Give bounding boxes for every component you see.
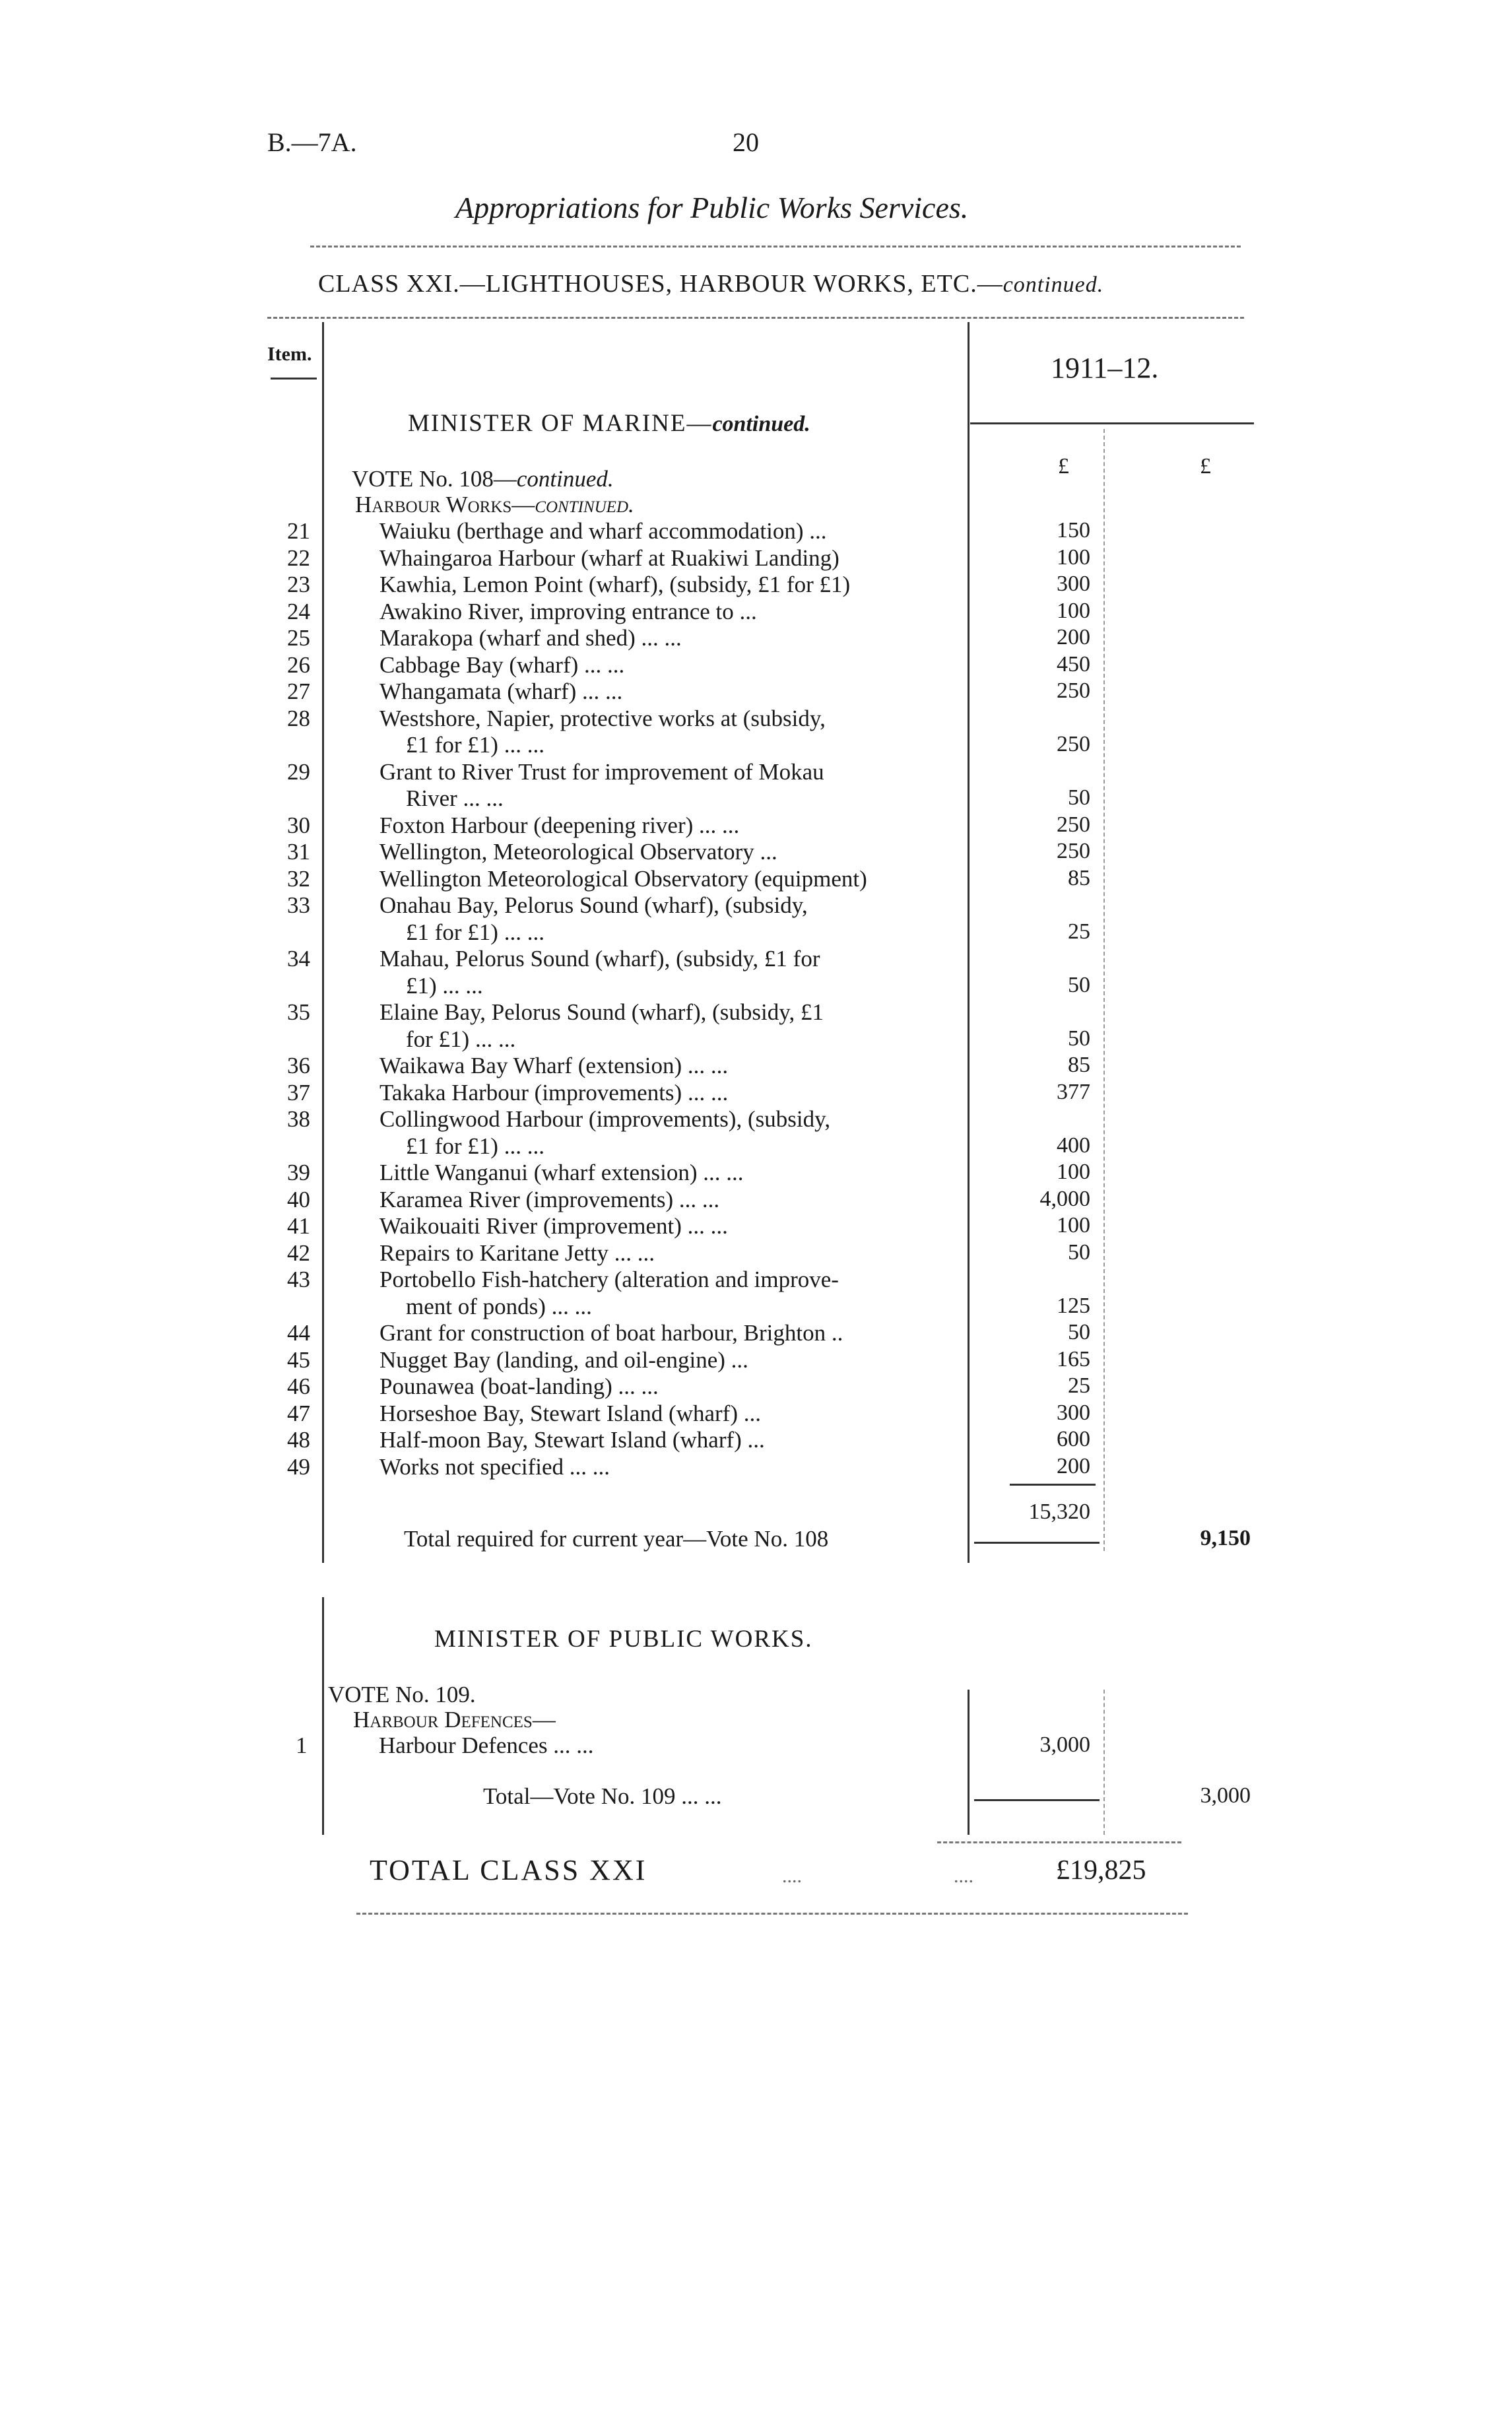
item-number: 35 — [287, 999, 310, 1025]
item-number: 46 — [287, 1373, 310, 1399]
item-amount: 50 — [1068, 972, 1090, 997]
item-description: Pounawea (boat-landing) ... ... — [379, 1373, 659, 1399]
item-description: Nugget Bay (landing, and oil-engine) ... — [379, 1346, 748, 1373]
item-description: Karamea River (improvements) ... ... — [379, 1186, 720, 1212]
item-description: Half-moon Bay, Stewart Island (wharf) ... — [379, 1427, 765, 1453]
item-description-continued: for £1) ... ... — [406, 1026, 516, 1052]
item-description-continued: ment of ponds) ... ... — [406, 1293, 592, 1319]
item-description: Wellington Meteorological Observatory (equipment) — [379, 865, 867, 892]
item-column-rule-lower — [322, 1597, 324, 1835]
item-column-header: Item. — [267, 343, 312, 365]
item-amount: 50 — [1068, 1320, 1090, 1344]
item-description: Works not specified ... ... — [379, 1453, 610, 1480]
page-number: 20 — [733, 127, 759, 157]
item-number: 48 — [287, 1427, 310, 1453]
item-description: Waiuku (berthage and wharf accommodation) ... — [379, 518, 827, 544]
item-amount: 100 — [1057, 1160, 1090, 1184]
item-number: 33 — [287, 892, 310, 918]
item-description: Wellington, Meteorological Observatory ... — [379, 839, 777, 865]
harbour-works-text: Harbour Works— — [355, 492, 535, 517]
item-amount: 150 — [1057, 518, 1090, 543]
item-number: 32 — [287, 865, 310, 892]
harbour-works-subheading — [355, 492, 634, 518]
item-description: Little Wanganui (wharf extension) ... ... — [379, 1160, 744, 1185]
item-amount: 400 — [1057, 1133, 1090, 1158]
item-number: 24 — [287, 598, 310, 624]
class-heading-continued: continued. — [1003, 273, 1104, 297]
document-reference: B.—7A. — [267, 127, 357, 157]
item-number: 39 — [287, 1160, 310, 1185]
vote-108-heading — [352, 466, 614, 492]
item-description: Collingwood Harbour (improvements), (subsidy, — [379, 1106, 831, 1132]
item-amount: 250 — [1057, 839, 1090, 863]
harbour-works-continued: continued. — [535, 492, 634, 517]
item-description: Takaka Harbour (improvements) ... ... — [379, 1079, 729, 1106]
item-number: 41 — [287, 1213, 310, 1239]
total-class-label: TOTAL CLASS XXI — [370, 1854, 647, 1886]
item-description: Whangamata (wharf) ... ... — [379, 678, 623, 704]
item-amount: 450 — [1057, 651, 1090, 676]
marine-heading-text: MINISTER OF MARINE— — [408, 410, 713, 437]
item-description-continued: £1 for £1) ... ... — [406, 919, 544, 945]
item-number: 31 — [287, 839, 310, 865]
item-description-continued: £1 for £1) ... ... — [406, 1133, 544, 1159]
vote-108-total-rule — [974, 1542, 1100, 1544]
item-number: 42 — [287, 1239, 310, 1266]
item-amount: 125 — [1057, 1293, 1090, 1318]
page-title: Appropriations for Public Works Services. — [455, 191, 969, 224]
minister-of-public-works-heading: MINISTER OF PUBLIC WORKS. — [434, 1626, 813, 1653]
amount-column-rule-lower — [968, 1690, 970, 1835]
vote-108-total-amount: 9,150 — [1200, 1526, 1251, 1550]
amount-column-rule — [968, 322, 970, 1563]
item-number: 49 — [287, 1453, 310, 1480]
vote-109-item-text: Harbour Defences ... ... — [379, 1732, 594, 1758]
total-class-rule-bottom — [356, 1913, 1188, 1915]
item-amount: 100 — [1057, 544, 1090, 570]
item-amount: 85 — [1068, 865, 1090, 890]
item-number: 37 — [287, 1079, 310, 1106]
column-2-pound-symbol: £ — [1200, 454, 1211, 478]
item-description-continued: £1) ... ... — [406, 972, 483, 999]
column-1-pound-symbol: £ — [1058, 454, 1069, 478]
class-heading-main: CLASS XXI.—LIGHTHOUSES, HARBOUR WORKS, ETC.— — [318, 270, 1003, 298]
vote-109-total-amount: 3,000 — [1200, 1783, 1251, 1808]
item-number: 45 — [287, 1346, 310, 1373]
item-amount: 165 — [1057, 1346, 1090, 1371]
title-divider — [310, 246, 1241, 248]
total-class-leader-1: .... — [782, 1865, 802, 1887]
item-description-continued: River ... ... — [406, 785, 504, 811]
item-description: Waikawa Bay Wharf (extension) ... ... — [379, 1053, 729, 1078]
vote-109-item-amount: 3,000 — [1039, 1732, 1090, 1757]
amount-subcolumn-rule — [1103, 429, 1105, 1551]
item-amount: 250 — [1057, 732, 1090, 756]
item-number: 43 — [287, 1267, 310, 1292]
vote-108-subtotal: 15,320 — [1028, 1500, 1090, 1524]
item-description: Awakino River, improving entrance to ... — [379, 598, 757, 624]
class-heading — [318, 269, 1103, 298]
item-description: Portobello Fish-hatchery (alteration and improve- — [379, 1267, 839, 1292]
item-amount: 200 — [1057, 625, 1090, 649]
item-description: Foxton Harbour (deepening river) ... ... — [379, 812, 740, 838]
item-amount: 300 — [1057, 1400, 1090, 1425]
item-amount: 200 — [1057, 1453, 1090, 1478]
item-header-rule — [271, 378, 317, 380]
item-column-rule — [322, 322, 324, 1563]
item-number: 30 — [287, 812, 310, 838]
year-header: 1911–12. — [1051, 352, 1159, 384]
item-description: Elaine Bay, Pelorus Sound (wharf), (subsidy, £1 — [379, 999, 824, 1025]
vote-108-continued: continued. — [516, 466, 614, 492]
class-divider — [267, 317, 1244, 319]
item-description: Repairs to Karitane Jetty ... ... — [379, 1239, 655, 1266]
total-class-amount: £19,825 — [1056, 1855, 1146, 1886]
item-number: 40 — [287, 1186, 310, 1212]
vote-109-total-rule — [974, 1799, 1100, 1801]
item-description: Marakopa (wharf and shed) ... ... — [379, 625, 682, 651]
item-amount: 100 — [1057, 1213, 1090, 1238]
item-description: Kawhia, Lemon Point (wharf), (subsidy, £1 for £1) — [379, 572, 851, 597]
item-amount: 100 — [1057, 598, 1090, 623]
item-description: Cabbage Bay (wharf) ... ... — [379, 651, 625, 678]
item-description: Waikouaiti River (improvement) ... ... — [379, 1213, 728, 1239]
item-number: 27 — [287, 678, 310, 704]
minister-of-marine-heading — [408, 409, 810, 438]
item-amount: 85 — [1068, 1053, 1090, 1077]
item-number: 26 — [287, 651, 310, 678]
item-number: 29 — [287, 758, 310, 785]
item-amount: 25 — [1068, 1373, 1090, 1398]
item-number: 21 — [287, 518, 310, 544]
vote-108-total-label: Total required for current year—Vote No. 108 — [404, 1526, 829, 1552]
item-amount: 25 — [1068, 919, 1090, 944]
item-number: 25 — [287, 625, 310, 651]
item-number: 44 — [287, 1320, 310, 1346]
item-description: Grant to River Trust for improvement of Mokau — [379, 758, 824, 785]
vote-109-item-number: 1 — [296, 1732, 308, 1758]
vote-109-total-label: Total—Vote No. 109 ... ... — [483, 1783, 722, 1809]
item-number: 28 — [287, 705, 310, 731]
item-description: Mahau, Pelorus Sound (wharf), (subsidy, £1 for — [379, 946, 820, 972]
subtotal-rule — [1010, 1484, 1096, 1486]
item-amount: 300 — [1057, 572, 1090, 596]
item-amount: 600 — [1057, 1427, 1090, 1451]
item-number: 36 — [287, 1053, 310, 1078]
item-amount: 250 — [1057, 678, 1090, 703]
item-number: 34 — [287, 946, 310, 972]
item-description: Grant for construction of boat harbour, Brighton .. — [379, 1320, 843, 1346]
item-amount: 377 — [1057, 1079, 1090, 1104]
item-amount: 250 — [1057, 812, 1090, 837]
total-class-leader-2: .... — [954, 1865, 973, 1887]
item-amount: 50 — [1068, 785, 1090, 810]
item-amount: 4,000 — [1039, 1186, 1090, 1211]
item-number: 23 — [287, 572, 310, 597]
amount-subcolumn-rule-lower — [1103, 1690, 1105, 1835]
item-number: 38 — [287, 1106, 310, 1132]
vote-108-text: VOTE No. 108— — [352, 466, 517, 492]
item-amount: 50 — [1068, 1239, 1090, 1265]
vote-109-heading: VOTE No. 109. — [328, 1682, 476, 1707]
item-description: Horseshoe Bay, Stewart Island (wharf) ... — [379, 1400, 761, 1426]
item-amount: 50 — [1068, 1026, 1090, 1051]
item-number: 22 — [287, 544, 310, 571]
total-class-rule-top — [937, 1841, 1181, 1843]
item-description: Westshore, Napier, protective works at (subsidy, — [379, 705, 826, 731]
item-description: Onahau Bay, Pelorus Sound (wharf), (subsidy, — [379, 892, 808, 918]
marine-heading-continued: continued. — [712, 412, 810, 436]
harbour-defences-subheading: Harbour Defences— — [353, 1707, 556, 1732]
item-description-continued: £1 for £1) ... ... — [406, 732, 544, 758]
year-header-rule — [970, 422, 1254, 424]
item-description: Whaingaroa Harbour (wharf at Ruakiwi Landing) — [379, 544, 839, 571]
item-number: 47 — [287, 1400, 310, 1426]
